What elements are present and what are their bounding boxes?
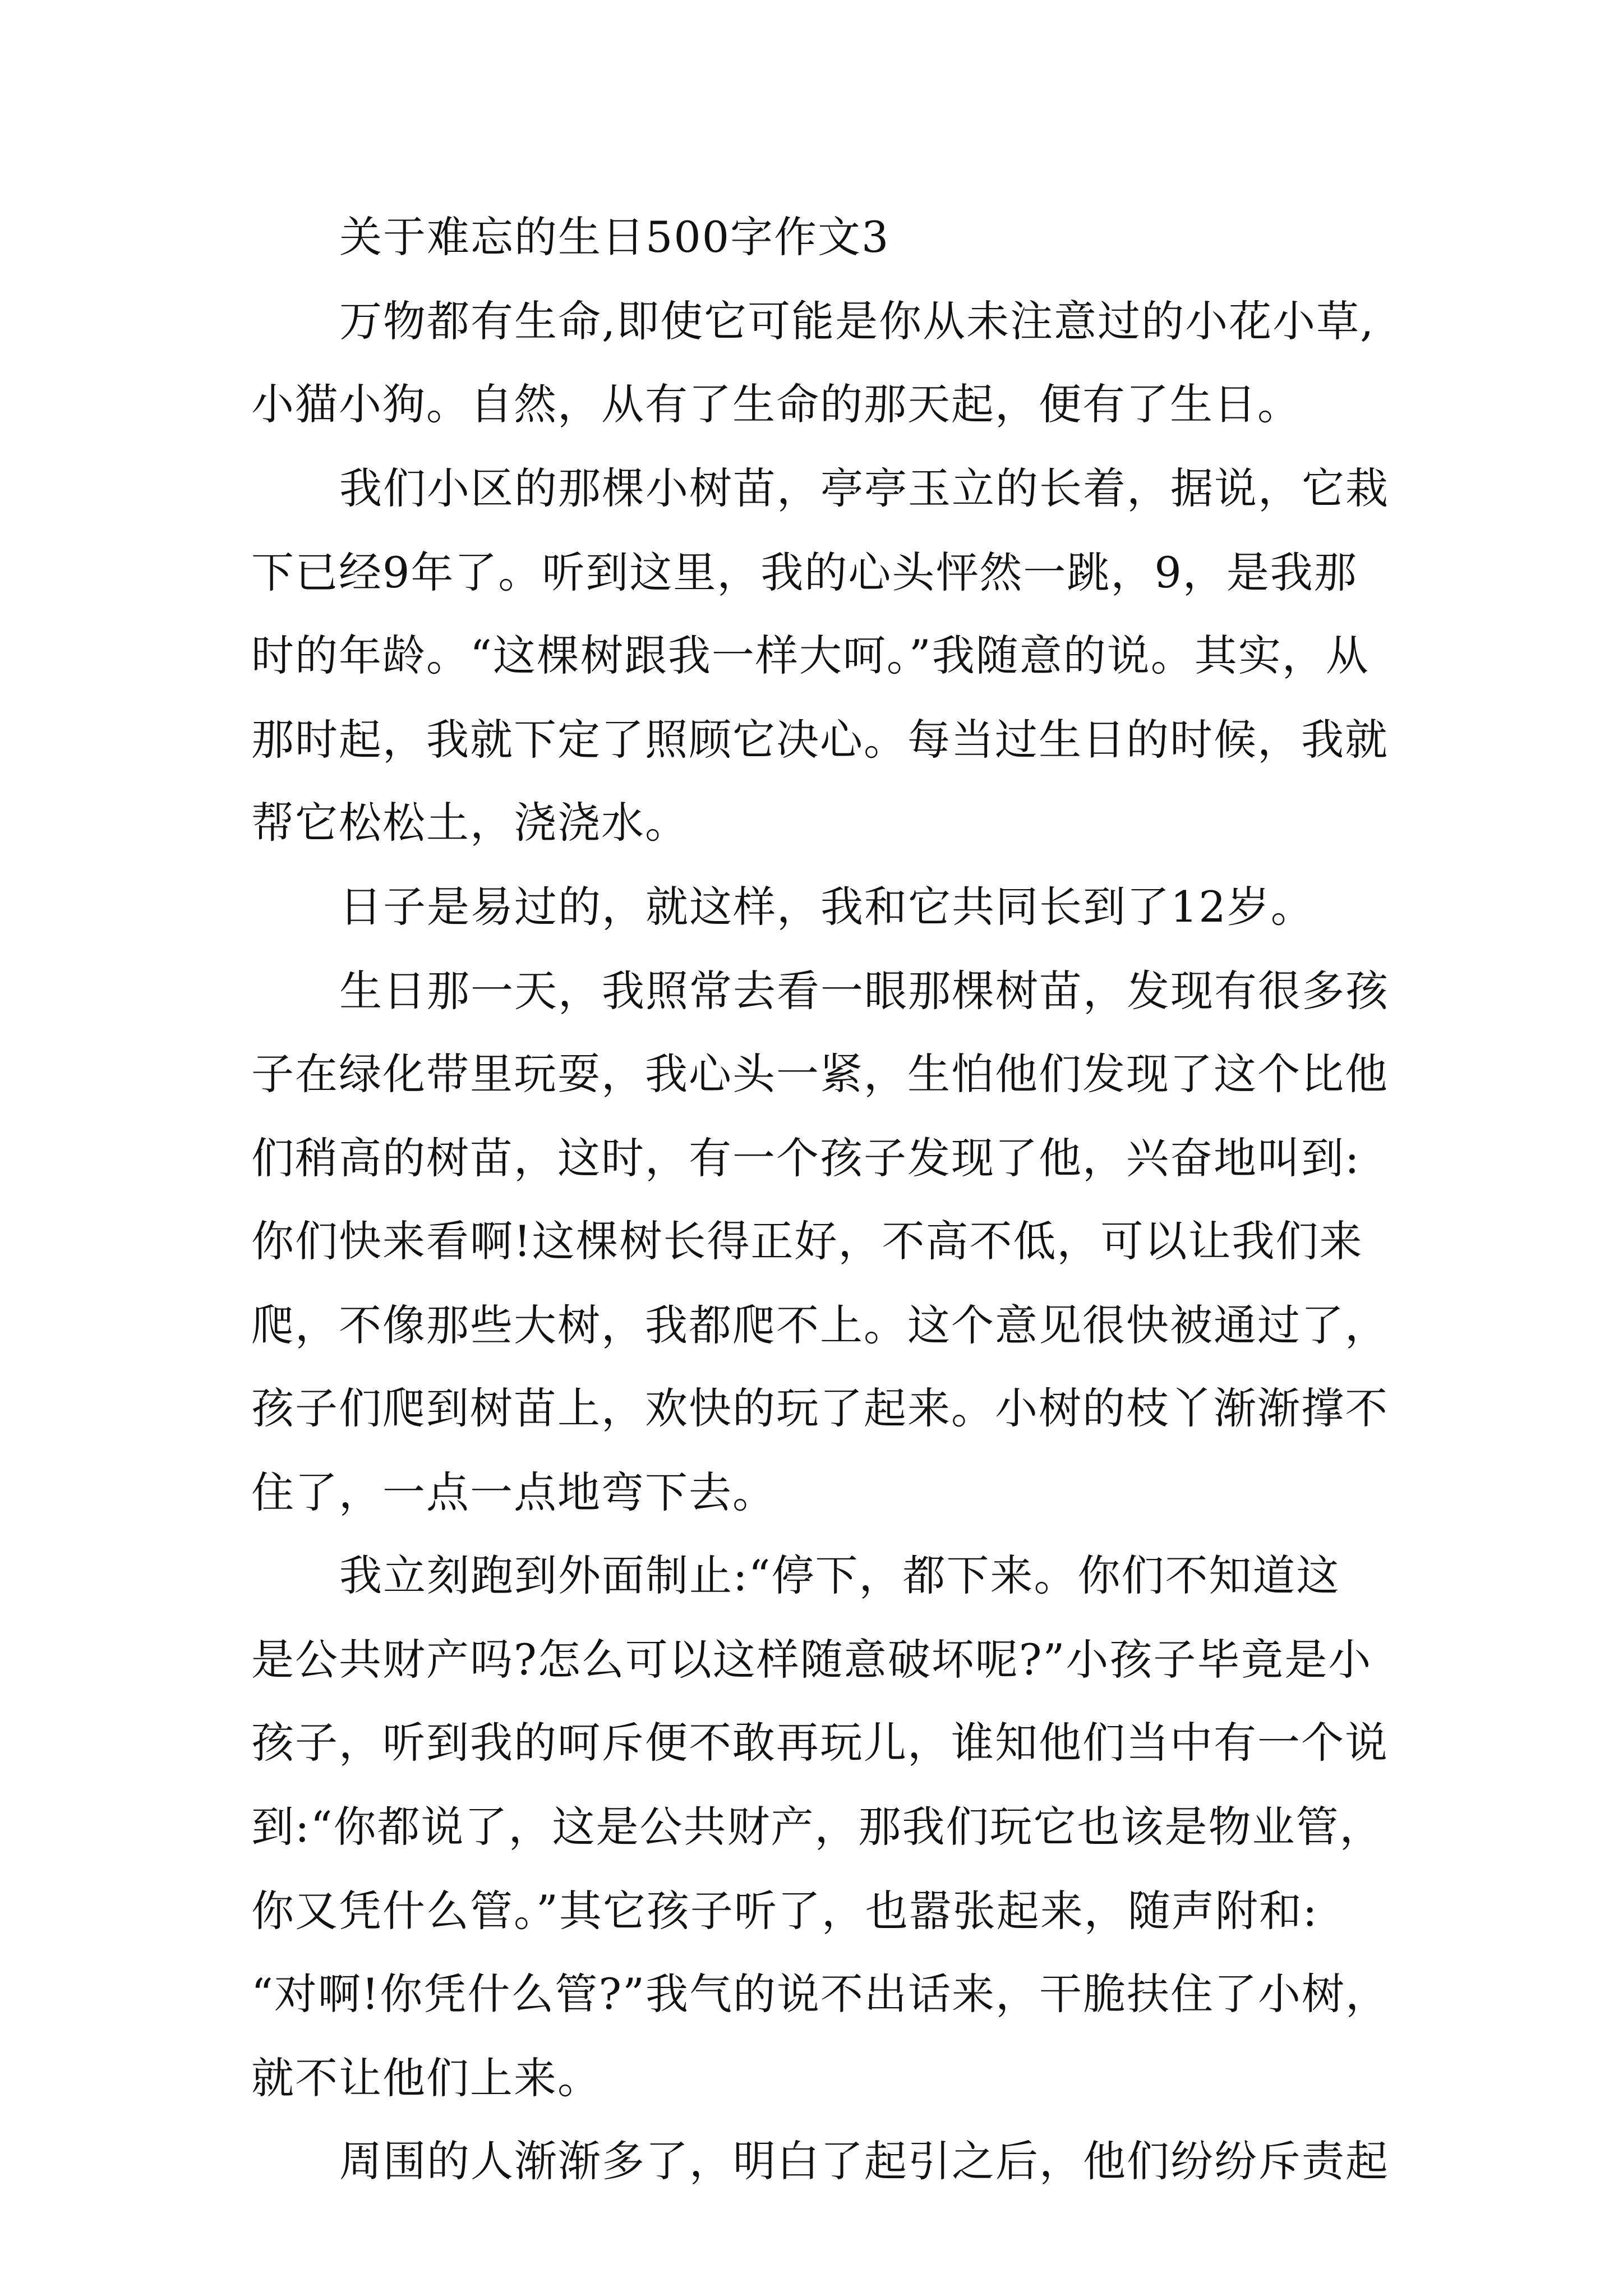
paragraph-line: “对啊!你凭什么管?”我气的说不出话来，干脆扶住了小树， [251,1969,1389,2019]
paragraph-line: 我们小区的那棵小树苗，亭亭玉立的长着，据说，它栽 [339,463,1389,513]
paragraph-line: 那时起，我就下定了照顾它决心。每当过生日的时候，我就 [251,715,1389,765]
paragraph-line: 孩子，听到我的呵斥便不敢再玩儿，谁知他们当中有一个说 [251,1718,1389,1768]
paragraph-line: 帮它松松土，浇浇水。 [251,798,689,848]
paragraph-line: 住了，一点一点地弯下去。 [251,1467,776,1517]
paragraph-line: 子在绿化带里玩耍，我心头一紧，生怕他们发现了这个比他 [251,1049,1389,1099]
paragraph-line: 是公共财产吗?怎么可以这样随意破坏呢?”小孩子毕竟是小 [251,1635,1372,1685]
paragraph-line: 时的年龄。“这棵树跟我一样大呵。”我随意的说。其实，从 [251,631,1370,680]
paragraph-line: 生日那一天，我照常去看一眼那棵树苗，发现有很多孩 [339,966,1389,1016]
paragraph-line: 小猫小狗。自然，从有了生命的那天起，便有了生日。 [251,379,1301,429]
paragraph-line: 孩子们爬到树苗上，欢快的玩了起来。小树的枝丫渐渐撑不 [251,1383,1389,1433]
paragraph-line: 就不让他们上来。 [251,2053,601,2103]
paragraph-line: 爬，不像那些大树，我都爬不上。这个意见很快被通过了， [251,1300,1389,1350]
paragraph-line: 你又凭什么管。”其它孩子听了，也嚣张起来，随声附和: [251,1886,1318,1936]
document-title: 关于难忘的生日500字作文3 [339,212,890,262]
paragraph-line: 周围的人渐渐多了，明白了起引之后，他们纷纷斥责起 [339,2136,1389,2186]
paragraph-line: 我立刻跑到外面制止:“停下，都下来。你们不知道这 [339,1550,1340,1600]
paragraph-line: 你们快来看啊!这棵树长得正好，不高不低，可以让我们来 [251,1216,1363,1266]
paragraph-line: 下已经9年了。听到这里，我的心头怦然一跳，9，是我那 [251,547,1358,597]
paragraph-line: 日子是易过的，就这样，我和它共同长到了12岁。 [339,882,1315,932]
paragraph-line: 到:“你都说了，这是公共财产，那我们玩它也该是物业管， [251,1802,1384,1852]
paragraph-line: 们稍高的树苗，这时，有一个孩子发现了他，兴奋地叫到: [251,1133,1361,1183]
paragraph-line: 万物都有生命,即使它可能是你从未注意过的小花小草, [339,296,1375,346]
